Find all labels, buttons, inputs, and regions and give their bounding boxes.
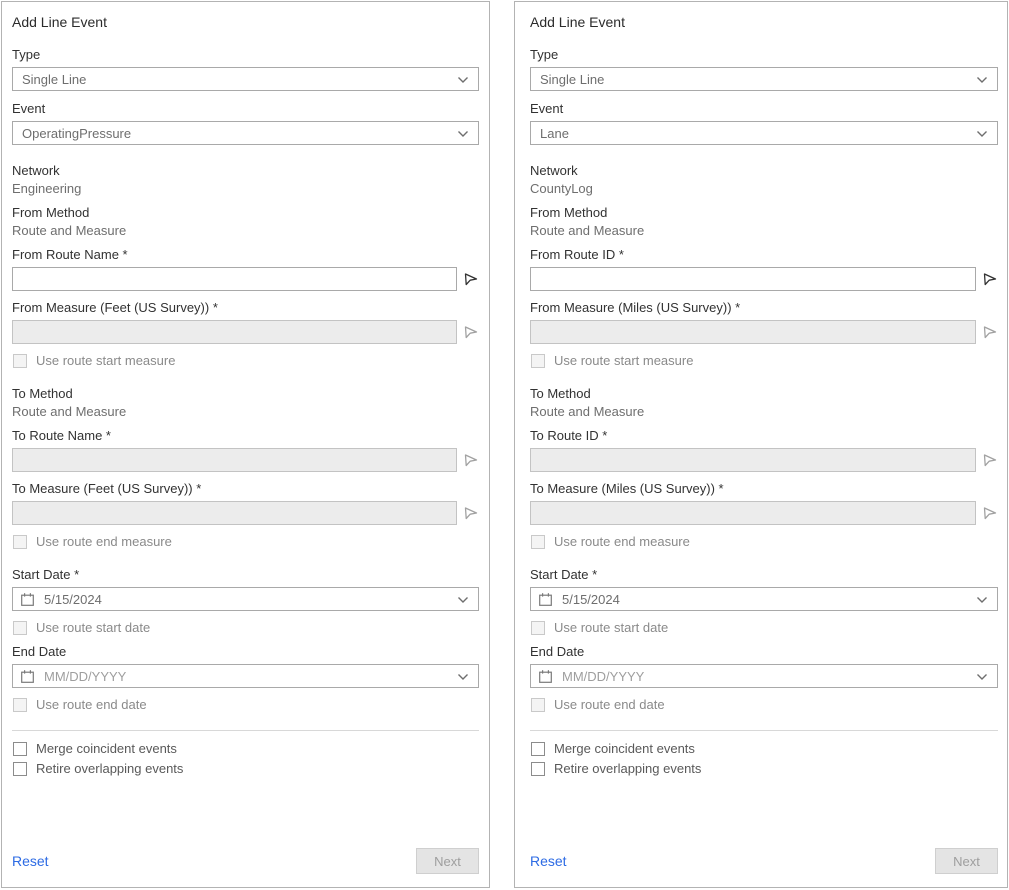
start-date-picker[interactable]	[530, 587, 998, 611]
event-select[interactable]	[12, 121, 479, 145]
to-method-label: To Method	[530, 386, 591, 401]
checkbox-box	[531, 762, 545, 776]
from-method-value: Route and Measure	[12, 223, 127, 238]
to-measure-input	[530, 501, 976, 525]
use-route-start-measure-checkbox[interactable]	[531, 353, 998, 369]
checkbox-box	[13, 698, 27, 712]
use-route-start-measure-checkbox[interactable]	[13, 353, 479, 369]
network-label: Network	[530, 163, 578, 178]
checkbox-box	[13, 621, 27, 635]
panel-footer	[12, 848, 479, 874]
calendar-icon	[538, 592, 553, 607]
divider	[530, 730, 998, 731]
type-select[interactable]	[12, 67, 479, 91]
from-route-input[interactable]	[12, 267, 457, 291]
from-route-label: From Route ID *	[530, 247, 624, 262]
reset-link[interactable]: Reset	[530, 853, 567, 869]
to-method-value: Route and Measure	[12, 404, 127, 419]
page-title: Add Line Event	[12, 14, 107, 30]
type-label: Type	[12, 47, 41, 62]
checkbox-label: Merge coincident events	[554, 741, 695, 756]
map-pick-arrow-icon[interactable]	[457, 271, 479, 287]
use-route-end-date-checkbox[interactable]	[13, 697, 479, 713]
chevron-down-icon	[976, 74, 988, 84]
from-measure-label: From Measure (Miles (US Survey)) *	[530, 300, 741, 315]
checkbox-box	[13, 762, 27, 776]
chevron-down-icon	[457, 671, 469, 681]
network-value: Engineering	[12, 181, 82, 196]
checkbox-label: Use route end measure	[554, 534, 690, 549]
map-pick-arrow-icon	[976, 324, 998, 340]
map-pick-arrow-icon	[457, 505, 479, 521]
from-measure-input	[12, 320, 457, 344]
checkbox-box	[531, 354, 545, 368]
to-measure-input	[12, 501, 457, 525]
checkbox-label: Use route start date	[36, 620, 151, 635]
to-method-value: Route and Measure	[530, 404, 645, 419]
chevron-down-icon	[976, 594, 988, 604]
network-value: CountyLog	[530, 181, 593, 196]
type-label: Type	[530, 47, 559, 62]
page-title: Add Line Event	[530, 14, 625, 30]
event-select[interactable]	[530, 121, 998, 145]
retire-overlapping-events-checkbox[interactable]	[531, 761, 998, 777]
use-route-end-date-checkbox[interactable]	[531, 697, 998, 713]
calendar-icon	[20, 669, 35, 684]
checkbox-label: Retire overlapping events	[36, 761, 184, 776]
checkbox-label: Merge coincident events	[36, 741, 177, 756]
checkbox-label: Use route end measure	[36, 534, 172, 549]
checkbox-label: Retire overlapping events	[554, 761, 702, 776]
checkbox-label: Use route end date	[554, 697, 665, 712]
panel-footer	[530, 848, 998, 874]
checkbox-label: Use route start measure	[36, 353, 176, 368]
reset-link[interactable]: Reset	[12, 853, 49, 869]
end-date-picker[interactable]	[530, 664, 998, 688]
to-route-input	[12, 448, 457, 472]
to-route-label: To Route ID *	[530, 428, 608, 443]
event-label: Event	[12, 101, 46, 116]
start-date-picker[interactable]	[12, 587, 479, 611]
end-date-label: End Date	[12, 644, 67, 659]
end-date-picker[interactable]	[12, 664, 479, 688]
next-button[interactable]: Next	[416, 848, 479, 874]
type-select-value: Single Line	[22, 71, 87, 87]
from-route-input[interactable]	[530, 267, 976, 291]
calendar-icon	[20, 592, 35, 607]
merge-coincident-events-checkbox[interactable]	[13, 741, 479, 757]
start-date-label: Start Date *	[12, 567, 80, 582]
end-date-label: End Date	[530, 644, 585, 659]
checkbox-box	[531, 742, 545, 756]
checkbox-box	[531, 621, 545, 635]
divider	[12, 730, 479, 731]
event-label: Event	[530, 101, 564, 116]
checkbox-box	[531, 698, 545, 712]
checkbox-label: Use route start date	[554, 620, 669, 635]
add-line-event-panel-left	[1, 1, 490, 888]
checkbox-label: Use route start measure	[554, 353, 694, 368]
chevron-down-icon	[457, 128, 469, 138]
from-method-label: From Method	[12, 205, 90, 220]
to-method-label: To Method	[12, 386, 73, 401]
type-select-value: Single Line	[540, 71, 605, 87]
merge-coincident-events-checkbox[interactable]	[531, 741, 998, 757]
start-date-value: 5/15/2024	[44, 591, 102, 607]
from-measure-input	[530, 320, 976, 344]
calendar-icon	[538, 669, 553, 684]
event-select-value: Lane	[540, 125, 569, 141]
checkbox-box	[13, 354, 27, 368]
chevron-down-icon	[976, 128, 988, 138]
to-measure-label: To Measure (Miles (US Survey)) *	[530, 481, 724, 496]
start-date-value: 5/15/2024	[562, 591, 620, 607]
retire-overlapping-events-checkbox[interactable]	[13, 761, 479, 777]
use-route-end-measure-checkbox[interactable]	[13, 534, 479, 550]
end-date-placeholder: MM/DD/YYYY	[562, 668, 645, 684]
use-route-start-date-checkbox[interactable]	[531, 620, 998, 636]
next-button[interactable]: Next	[935, 848, 998, 874]
map-pick-arrow-icon	[457, 324, 479, 340]
checkbox-box	[531, 535, 545, 549]
map-pick-arrow-icon	[457, 452, 479, 468]
add-line-event-panel-right	[514, 1, 1008, 888]
to-measure-label: To Measure (Feet (US Survey)) *	[12, 481, 202, 496]
type-select[interactable]	[530, 67, 998, 91]
end-date-placeholder: MM/DD/YYYY	[44, 668, 127, 684]
from-route-label: From Route Name *	[12, 247, 128, 262]
checkbox-label: Use route end date	[36, 697, 147, 712]
map-pick-arrow-icon	[976, 452, 998, 468]
from-method-label: From Method	[530, 205, 608, 220]
to-route-label: To Route Name *	[12, 428, 111, 443]
event-select-value: OperatingPressure	[22, 125, 132, 141]
checkbox-box	[13, 742, 27, 756]
from-measure-label: From Measure (Feet (US Survey)) *	[12, 300, 218, 315]
map-pick-arrow-icon	[976, 505, 998, 521]
from-method-value: Route and Measure	[530, 223, 645, 238]
network-label: Network	[12, 163, 60, 178]
chevron-down-icon	[457, 74, 469, 84]
checkbox-box	[13, 535, 27, 549]
start-date-label: Start Date *	[530, 567, 598, 582]
use-route-end-measure-checkbox[interactable]	[531, 534, 998, 550]
map-pick-arrow-icon[interactable]	[976, 271, 998, 287]
chevron-down-icon	[976, 671, 988, 681]
to-route-input	[530, 448, 976, 472]
use-route-start-date-checkbox[interactable]	[13, 620, 479, 636]
chevron-down-icon	[457, 594, 469, 604]
